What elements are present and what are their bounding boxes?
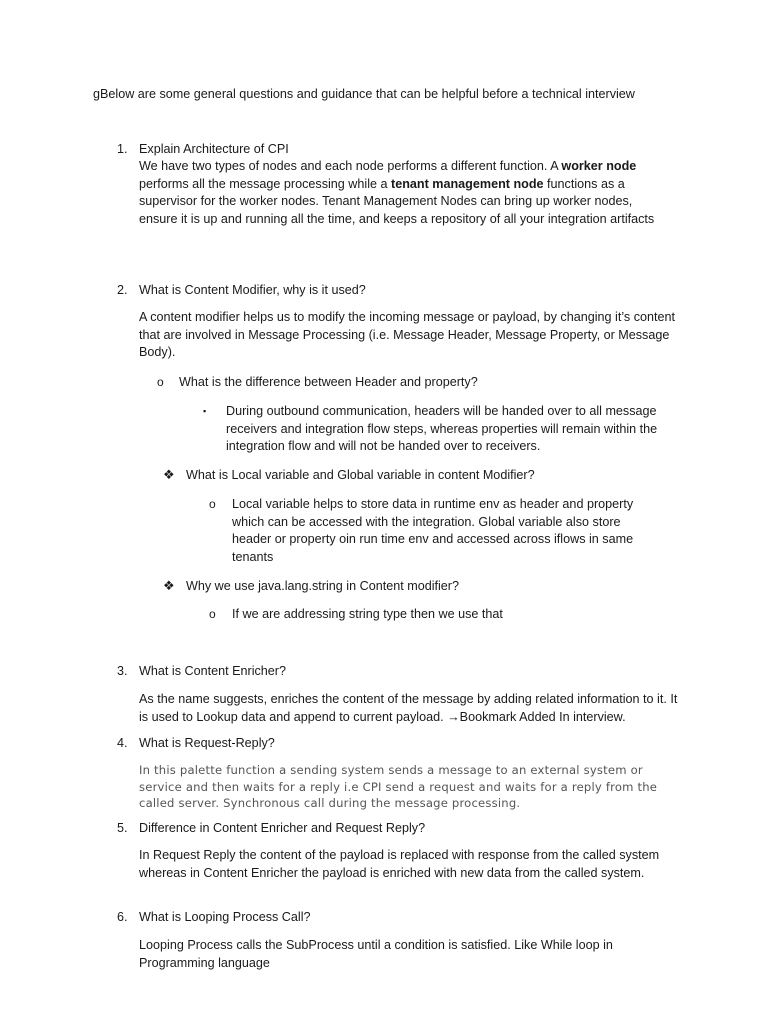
q5-title: Difference in Content Enricher and Request Reply? xyxy=(139,821,426,835)
q1-number: 1. xyxy=(117,142,128,156)
q6-title: What is Looping Process Call? xyxy=(139,910,311,924)
circle-bullet-icon: o xyxy=(209,497,216,511)
q1-answer-part3: functions as a supervisor for the worker nodes. Tenant Management Nodes can bring up worker nodes, ensure it is up and running all the time, and keeps a repository of all your integration artifacts xyxy=(139,176,655,226)
q2-title: What is Content Modifier, why is it used? xyxy=(139,283,366,297)
q3-title: What is Content Enricher? xyxy=(139,664,286,678)
q2-sub1-answer: During outbound communication, headers will be handed over to all message receivers and integration flow steps, whereas properties will remain within the integration flow and will not be handed over to receivers. xyxy=(226,404,658,453)
q6-number: 6. xyxy=(117,910,128,924)
q3-number: 3. xyxy=(117,664,128,678)
q2-sub2-question: What is Local variable and Global variable in content Modifier? xyxy=(186,468,535,482)
q2-sub3-question: Why we use java.lang.string in Content modifier? xyxy=(186,579,459,593)
q3-answer: As the name suggests, enriches the content of the message by adding related information to it. It is used to Lookup data and append to current payload. →Bookmark Added In interview. xyxy=(139,692,678,724)
q5-answer: In Request Reply the content of the payload is replaced with response from the called system whereas in Content Enricher the payload is enriched with new data from the called system. xyxy=(139,848,660,880)
q2-sub2-answer: Local variable helps to store data in runtime env as header and property which can be accessed with the integration. Global variable also store header or property oin run time env and accessed across iflows in same tenants xyxy=(232,497,634,564)
q1-answer-part2: performs all the message processing while a xyxy=(139,176,391,191)
q1-title: Explain Architecture of CPI xyxy=(139,142,289,156)
circle-bullet-icon: o xyxy=(157,375,164,389)
diamond-bullet-icon: ❖ xyxy=(163,467,175,482)
q4-answer: In this palette function a sending system sends a message to an external system or service and then waits for a reply i.e CPI send a request and waits for a reply from the called server. Synchronous call during the message processing. xyxy=(139,763,658,810)
q2-answer: A content modifier helps us to modify the incoming message or payload, by changing it’s content that are involved in Message Processing (i.e. Message Header, Message Property, or Message Body). xyxy=(139,310,676,359)
q5-number: 5. xyxy=(117,821,128,835)
q1-bold-tenant-node: tenant management node xyxy=(391,176,544,191)
q1-answer xyxy=(139,158,673,228)
q4-number: 4. xyxy=(117,736,128,750)
q2-sub1-question: What is the difference between Header and property? xyxy=(179,375,478,389)
q4-title: What is Request-Reply? xyxy=(139,736,275,750)
circle-bullet-icon: o xyxy=(209,607,216,621)
q2-sub3-answer: If we are addressing string type then we use that xyxy=(232,607,503,621)
q2-number: 2. xyxy=(117,283,128,297)
q1-bold-worker-node: worker node xyxy=(561,159,637,173)
diamond-bullet-icon: ❖ xyxy=(163,578,175,593)
square-bullet-icon: ▪ xyxy=(203,406,207,416)
intro-text: gBelow are some general questions and guidance that can be helpful before a technical interview xyxy=(93,87,635,101)
q1-answer-part1: We have two types of nodes and each node performs a different function. A xyxy=(139,159,562,173)
q6-answer: Looping Process calls the SubProcess until a condition is satisfied. Like While loop in Programming language xyxy=(139,938,613,970)
